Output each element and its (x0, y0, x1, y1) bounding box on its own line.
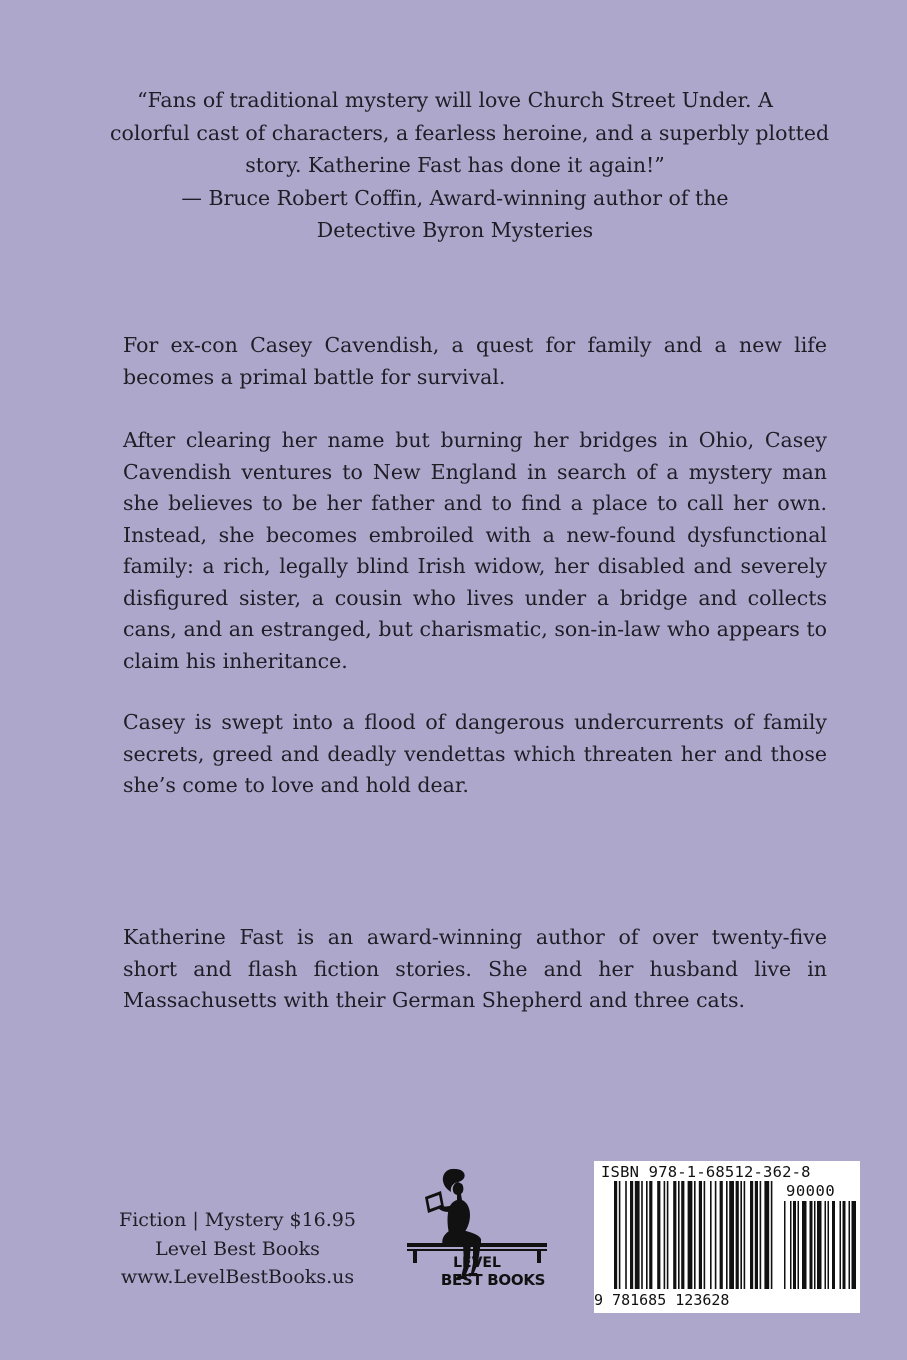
isbn-label: ISBN 978-1-68512-362-8 (601, 1163, 811, 1181)
barcode-bar (760, 1181, 762, 1289)
barcode-bar (646, 1181, 648, 1289)
barcode-bar (740, 1181, 742, 1289)
barcode-bar (704, 1181, 706, 1289)
ean-digits: 9 781685 123628 (594, 1291, 730, 1309)
barcode-bar (614, 1181, 617, 1289)
barcode-bar (710, 1181, 712, 1289)
barcode-bar (641, 1181, 643, 1289)
genre-price: Fiction | Mystery $16.95 (119, 1209, 356, 1231)
barcode-bar (699, 1181, 702, 1289)
barcode-bar (619, 1181, 621, 1289)
addon-bar (784, 1201, 786, 1289)
barcode-bar (750, 1181, 753, 1289)
barcode-bar (744, 1181, 746, 1289)
author-bio: Katherine Fast is an award-winning author of over twenty-five short and flash fiction stories. She and her husband live in Massachusetts with their German Shepherd and three cats. (123, 925, 827, 1012)
addon-bar (832, 1201, 835, 1289)
publisher-website: www.LevelBestBooks.us (120, 1266, 355, 1288)
barcode-bar (667, 1181, 669, 1289)
addon-bar (802, 1201, 807, 1289)
barcode-bar (764, 1181, 769, 1289)
description-hook: For ex-con Casey Cavendish, a quest for family and a new life becomes a primal battle for survival. (123, 333, 827, 389)
quote-line: colorful cast of characters, a fearless heroine, and a superbly plotted (110, 120, 830, 145)
barcode-bar (715, 1181, 717, 1289)
barcode-bar (678, 1181, 680, 1289)
barcode-bar (736, 1181, 739, 1289)
quote-attribution-series: Detective Byron Mysteries (316, 218, 594, 242)
barcode-bar (720, 1181, 723, 1289)
logo-text-level: LEVEL (453, 1255, 501, 1271)
logo-text-best-books: BEST BOOKS (440, 1271, 546, 1289)
endorsement-quote (110, 84, 830, 247)
barcode-bar (664, 1181, 666, 1289)
publication-info (110, 1206, 365, 1292)
barcode-bar (681, 1181, 684, 1289)
addon-bar (840, 1201, 842, 1289)
barcode-bar (755, 1181, 758, 1289)
reading-woman-icon (403, 1163, 551, 1293)
price-code: 90000 (786, 1182, 836, 1200)
addon-bar (849, 1201, 851, 1289)
addon-bar (825, 1201, 827, 1289)
barcode-bar (729, 1181, 734, 1289)
barcode-bar (771, 1181, 773, 1289)
quote-line: “Fans of traditional mystery will love Church Street Under. A (137, 88, 773, 112)
barcode-bar (649, 1181, 652, 1289)
barcode-bar (635, 1181, 640, 1289)
addon-bar (852, 1201, 857, 1289)
addon-bar (793, 1201, 796, 1289)
barcode-bar (630, 1181, 633, 1289)
description-closing: Casey is swept into a flood of dangerous undercurrents of family secrets, greed and deadly vendettas which threaten her and those she’s come to love and hold dear. (123, 710, 827, 797)
addon-bar (810, 1201, 813, 1289)
addon-bar (790, 1201, 792, 1289)
addon-bar (817, 1201, 822, 1289)
description-body: After clearing her name but burning her bridges in Ohio, Casey Cavendish ventures to New England in search of a mystery man she believes to be her father and to find a place to call her own. Instead, she becomes embroiled with a new-found dysfunctional family: a rich, legally blind Irish widow, her disabled and severely disfigured sister, a cousin who lives under a bridge and collects cans, and an estranged, but charismatic, son-in-law who appears to claim his inheritance. (123, 428, 827, 673)
addon-bar (814, 1201, 816, 1289)
addon-bar (828, 1201, 830, 1289)
barcode-bar (726, 1181, 728, 1289)
isbn-barcode (594, 1161, 860, 1313)
barcode-bar (673, 1181, 676, 1289)
addon-bar (798, 1201, 800, 1289)
barcode-bar (694, 1181, 696, 1289)
quote-line: story. Katherine Fast has done it again!” (245, 153, 665, 177)
quote-attribution: — Bruce Robert Coffin, Award-winning author of the (181, 185, 729, 210)
barcode-bar (625, 1181, 627, 1289)
publisher-logo (403, 1163, 551, 1293)
addon-bar (843, 1201, 846, 1289)
barcode-bar (657, 1181, 660, 1289)
publisher-name: Level Best Books (155, 1237, 320, 1260)
barcode-bar (688, 1181, 693, 1289)
